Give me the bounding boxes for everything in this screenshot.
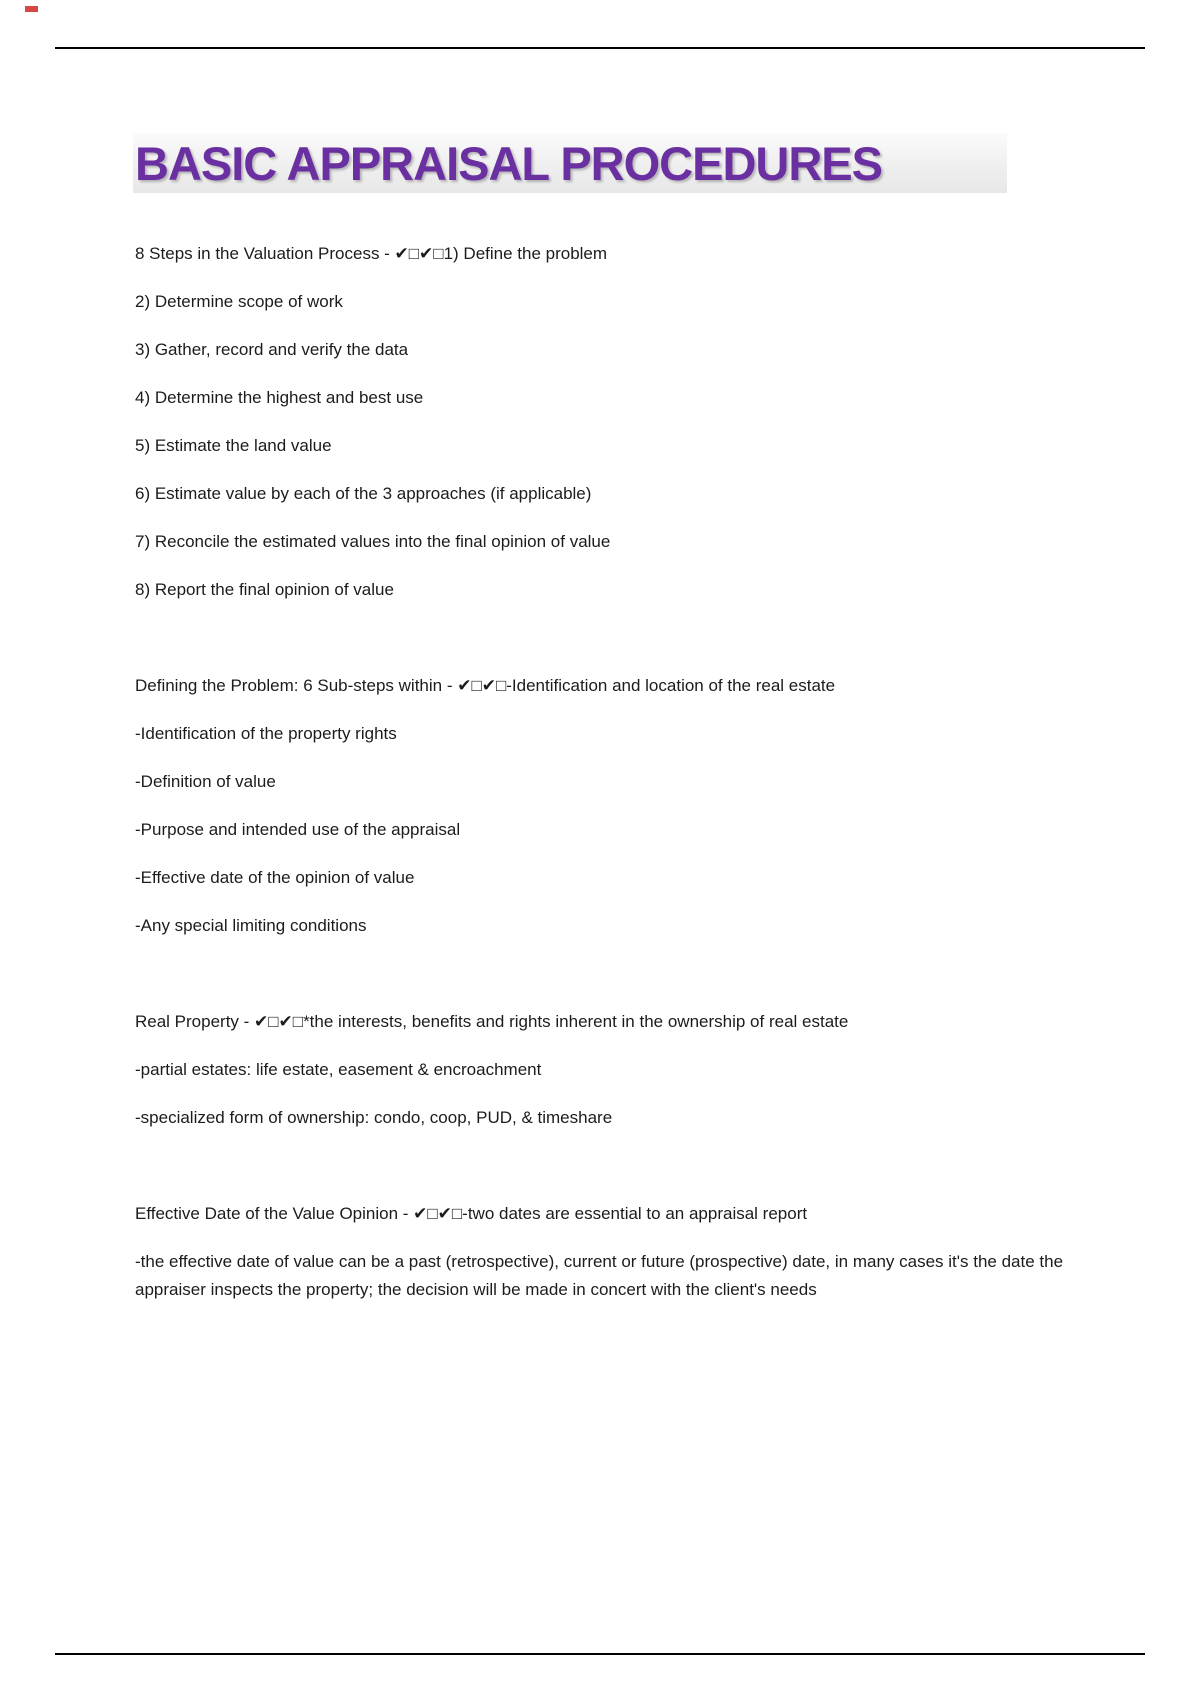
- paragraph: Effective Date of the Value Opinion - ✔□✔□-two dates are essential to an appraisal report: [135, 1204, 808, 1223]
- paragraph: -specialized form of ownership: condo, coop, PUD, & timeshare: [135, 1108, 613, 1127]
- paragraph: -partial estates: life estate, easement & encroachment: [135, 1060, 542, 1079]
- paragraph: 3) Gather, record and verify the data: [135, 340, 409, 359]
- bottom-border-rule: [55, 1653, 1145, 1655]
- scan-artifact-mark: [25, 6, 38, 12]
- title-banner: [133, 133, 1007, 193]
- paragraph: -the effective date of value can be a past (retrospective), current or future (prospective) date, in many cases it's the date the appraiser inspects the property; the decision will be made in concert with the client's needs: [135, 1252, 1064, 1299]
- paragraph: 8 Steps in the Valuation Process - ✔□✔□1) Define the problem: [135, 244, 608, 263]
- paragraph: -Identification of the property rights: [135, 724, 397, 743]
- paragraph: 8) Report the final opinion of value: [135, 580, 394, 599]
- paragraph: -Any special limiting conditions: [135, 916, 367, 935]
- paragraph: 5) Estimate the land value: [135, 436, 332, 455]
- top-border-rule: [55, 47, 1145, 49]
- paragraph: 7) Reconcile the estimated values into the final opinion of value: [135, 532, 611, 551]
- paragraph: -Effective date of the opinion of value: [135, 868, 415, 887]
- paragraph: Real Property - ✔□✔□*the interests, benefits and rights inherent in the ownership of real estate: [135, 1012, 849, 1031]
- paragraph: -Definition of value: [135, 772, 276, 791]
- paragraph: -Purpose and intended use of the appraisal: [135, 820, 461, 839]
- paragraph: 4) Determine the highest and best use: [135, 388, 424, 407]
- paragraph: Defining the Problem: 6 Sub-steps within - ✔□✔□-Identification and location of the real estate: [135, 676, 836, 695]
- paragraph: 6) Estimate value by each of the 3 approaches (if applicable): [135, 484, 592, 503]
- document-title: BASIC APPRAISAL PROCEDURES: [135, 136, 882, 190]
- paragraph: 2) Determine scope of work: [135, 292, 343, 311]
- document-body: [135, 240, 1067, 1324]
